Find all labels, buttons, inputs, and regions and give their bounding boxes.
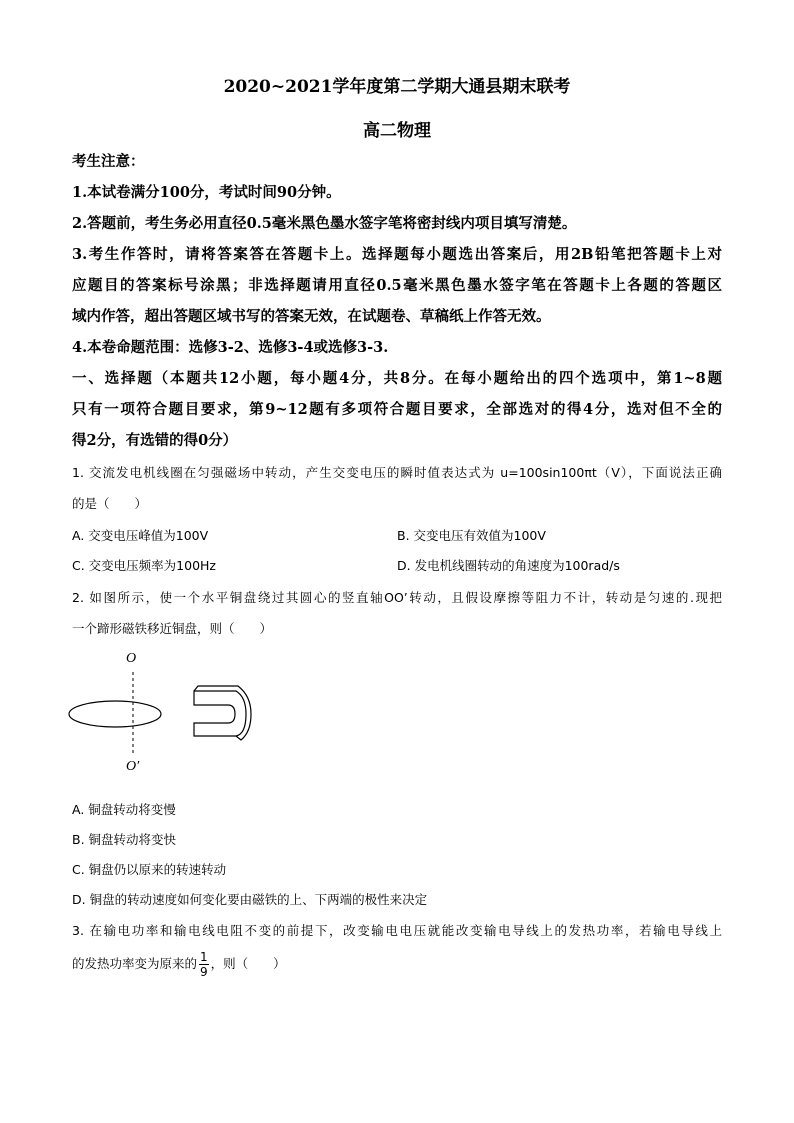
section-line: 得2分，有选错的得0分） bbox=[72, 432, 238, 449]
q2-stem: 2. 如图所示，使一个水平铜盘绕过其圆心的竖直轴OO’转动，且假设摩擦等阻力不计，转动是匀速的.现把 bbox=[72, 590, 722, 605]
fraction-denominator: 9 bbox=[200, 965, 208, 979]
q2-option-a: A. 铜盘转动将变慢 bbox=[72, 802, 176, 817]
q2-option-c: C. 铜盘仍以原来的转速转动 bbox=[72, 862, 227, 877]
axis-label-bottom: O′ bbox=[126, 759, 140, 774]
copper-disk bbox=[69, 701, 161, 727]
exam-title: 2020~2021学年度第二学期大通县期末联考 bbox=[223, 77, 571, 97]
q2-stem: 一个蹄形磁铁移近铜盘，则（ ） bbox=[72, 621, 273, 636]
q3-stem-text: 的发热功率变为原来的 bbox=[72, 956, 198, 971]
note-line: 域内作答，超出答题区域书写的答案无效，在试题卷、草稿纸上作答无效。 bbox=[72, 308, 551, 325]
horseshoe-magnet bbox=[194, 691, 246, 736]
note-line: 4.本卷命题范围：选修3-2、选修3-4或选修3-3. bbox=[72, 339, 389, 356]
section-line: 一、选择题（本题共12小题，每小题4分，共8分。在每小题给出的四个选项中，第1~8题 bbox=[72, 370, 722, 387]
fraction bbox=[199, 950, 209, 979]
note-line: 应题目的答案标号涂黑；非选择题请用直径0.5毫米黑色墨水签字笔在答题卡上各题的答题区 bbox=[72, 277, 722, 294]
q1-option-a: A. 交变电压峰值为100V bbox=[72, 528, 209, 543]
axis-label-top: O bbox=[126, 651, 137, 666]
q3-stem: 3. 在输电功率和输电线电阻不变的前提下，改变输电电压就能改变输电导线上的发热功率，若输电导线上 bbox=[72, 923, 722, 938]
q2-option-b: B. 铜盘转动将变快 bbox=[72, 832, 177, 847]
note-line: 3.考生作答时，请将答案答在答题卡上。选择题每小题选出答案后，用2B铅笔把答题卡上对 bbox=[72, 246, 722, 263]
q2-option-d: D. 铜盘的转动速度如何变化要由磁铁的上、下两端的极性来决定 bbox=[72, 892, 428, 907]
q3-stem-line2 bbox=[72, 950, 286, 979]
q3-stem-text: ，则（ ） bbox=[210, 956, 286, 971]
note-line: 2.答题前，考生务必用直径0.5毫米黑色墨水签字笔将密封线内项目填写清楚。 bbox=[72, 215, 577, 232]
notes-heading: 考生注意： bbox=[72, 153, 145, 170]
q1-option-c: C. 交变电压频率为100Hz bbox=[72, 558, 216, 573]
note-line: 1.本试卷满分100分，考试时间90分钟。 bbox=[72, 184, 341, 201]
q1-stem: 的是（ ） bbox=[72, 496, 148, 511]
q1-option-d: D. 发电机线圈转动的角速度为100rad/s bbox=[397, 558, 620, 573]
section-line: 只有一项符合题目要求，第9~12题有多项符合题目要求，全部选对的得4分，选对但不全的 bbox=[72, 401, 722, 418]
q1-option-b: B. 交变电压有效值为100V bbox=[397, 528, 546, 543]
fraction-numerator: 1 bbox=[200, 950, 208, 964]
exam-subtitle: 高二物理 bbox=[363, 121, 431, 141]
q1-stem: 1. 交流发电机线圈在匀强磁场中转动，产生交变电压的瞬时值表达式为 u=100sin100πt（V），下面说法正确 bbox=[72, 465, 722, 480]
